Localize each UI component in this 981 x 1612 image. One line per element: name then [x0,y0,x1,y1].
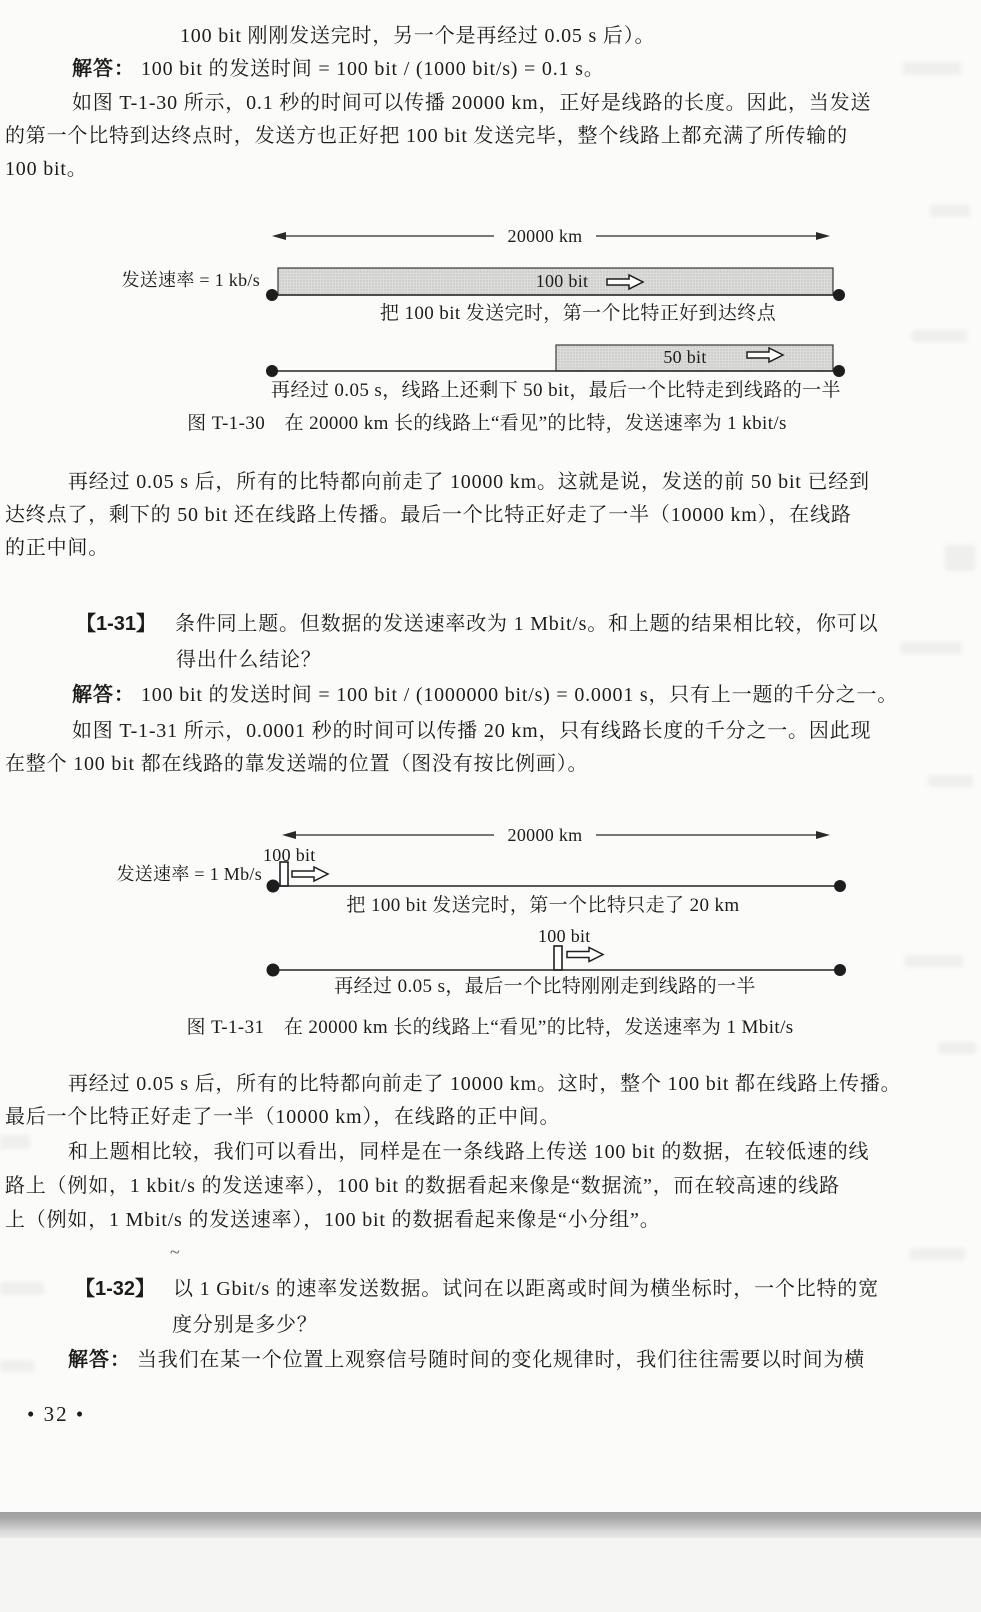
problem-tag: 【1-32】 [75,1278,156,1300]
bleedthrough-mark [912,330,967,342]
arrowhead-left-icon [282,831,296,839]
distance-label: 20000 km [507,825,583,845]
bit-label: 100 bit [538,926,591,946]
scan-page-edge-band [0,1512,981,1538]
figure-caption: 图 T-1-30 在 20000 km 长的线路上“看见”的比特，发送速率为 1 kbit/s [187,413,787,434]
body-line: 解答： 100 bit 的发送时间 = 100 bit / (1000000 bit/s) = 0.0001 s，只有上一题的千分之一。 [72,684,899,706]
arrowhead-right-icon [816,831,830,839]
bar-label: 50 bit [663,347,707,367]
page-number: • 32 • [27,1402,86,1426]
arrowhead-right-icon [816,232,830,240]
endpoint-dot [833,365,845,377]
body-line: 再经过 0.05 s 后，所有的比特都向前走了 10000 km。这时，整个 100 bit 都在线路上传播。 [68,1073,902,1095]
rate-label: 发送速率 = 1 Mb/s [116,864,262,884]
body-line: 最后一个比特正好走了一半（10000 km），在线路的正中间。 [5,1106,561,1128]
body-line: 的第一个比特到达终点时，发送方也正好把 100 bit 发送完毕，整个线路上都充满了所传输的 [5,125,848,147]
bleedthrough-mark [0,1360,34,1372]
direction-arrow-icon [292,867,328,881]
endpoint-dot [834,964,846,976]
body-line: 度分别是多少？ [172,1314,318,1336]
scan-background [0,1538,981,1612]
bit-cell [554,946,562,970]
body-line: 以 1 Gbit/s 的速率发送数据。试问在以距离或时间为横坐标时，一个比特的宽 [173,1278,879,1300]
bleedthrough-mark [905,955,963,967]
diagram-caption: 把 100 bit 发送完时，第一个比特只走了 20 km [346,895,740,916]
body-line: 在整个 100 bit 都在线路的靠发送端的位置（图没有按比例画）。 [5,753,589,775]
bleedthrough-mark [0,1135,30,1149]
bar-label: 100 bit [535,271,589,291]
endpoint-dot [267,964,280,977]
body-line: 路上（例如，1 kbit/s 的发送速率），100 bit 的数据看起来像是“数据流”，而在较高速的线路 [5,1175,840,1197]
bleedthrough-mark [928,775,973,787]
body-line: 再经过 0.05 s 后，所有的比特都向前走了 10000 km。这就是说，发送的前 50 bit 已经到 [68,471,870,493]
rate-label: 发送速率 = 1 kb/s [121,270,260,290]
bleedthrough-mark [910,1248,965,1260]
body-line: 的正中间。 [5,537,109,559]
body-line: 100 bit 刚刚发送完时，另一个是再经过 0.05 s 后）。 [180,25,656,47]
bleedthrough-mark [903,62,961,75]
body-line: 如图 T-1-30 所示，0.1 秒的时间可以传播 20000 km，正好是线路的长度。因此，当发送 [72,92,872,114]
solution-lead: 解答： [72,684,135,706]
bleedthrough-mark [0,1282,44,1295]
endpoint-dot [834,880,846,892]
bleedthrough-mark [930,205,970,217]
distance-label: 20000 km [507,226,583,246]
endpoint-dot [266,289,278,301]
endpoint-dot [267,880,280,893]
body-line: 上（例如，1 Mbit/s 的发送速率），100 bit 的数据看起来像是“小分组”。 [5,1209,661,1231]
body-line: 条件同上题。但数据的发送速率改为 1 Mbit/s。和上题的结果相比较，你可以 [175,613,879,635]
body-line: 得出什么结论？ [176,649,322,671]
problem-tag: 【1-31】 [76,613,157,635]
body-line: 达终点了，剩下的 50 bit 还在线路上传播。最后一个比特正好走了一半（10000 km），在线路 [5,504,852,526]
stray-mark: ~ [170,1242,180,1262]
solution-lead: 解答： [68,1349,131,1371]
solution-lead: 解答： [72,58,135,80]
body-line: 100 bit。 [5,158,88,180]
endpoint-dot [266,365,278,377]
figure-caption: 图 T-1-31 在 20000 km 长的线路上“看见”的比特，发送速率为 1 Mbit/s [186,1017,794,1038]
body-line: 解答： 100 bit 的发送时间 = 100 bit / (1000 bit/s) = 0.1 s。 [72,58,605,80]
arrowhead-left-icon [272,232,286,240]
bleedthrough-mark [938,1042,976,1054]
bleedthrough-mark [900,642,962,654]
diagram-caption: 再经过 0.05 s，线路上还剩下 50 bit，最后一个比特走到线路的一半 [271,380,841,401]
endpoint-dot [833,289,845,301]
diagram-caption: 再经过 0.05 s，最后一个比特刚刚走到线路的一半 [334,976,756,997]
direction-arrow-icon [567,948,603,962]
body-line: 如图 T-1-31 所示，0.0001 秒的时间可以传播 20 km，只有线路长度的千分之一。因此现 [72,720,872,742]
body-line: 解答： 当我们在某一个位置上观察信号随时间的变化规律时，我们往往需要以时间为横 [68,1349,865,1371]
diagram-caption: 把 100 bit 发送完时，第一个比特正好到达终点 [379,303,777,324]
bit-label: 100 bit [263,845,316,865]
bleedthrough-mark [945,545,975,571]
body-line: 和上题相比较，我们可以看出，同样是在一条线路上传送 100 bit 的数据，在较低速的线 [68,1141,870,1163]
